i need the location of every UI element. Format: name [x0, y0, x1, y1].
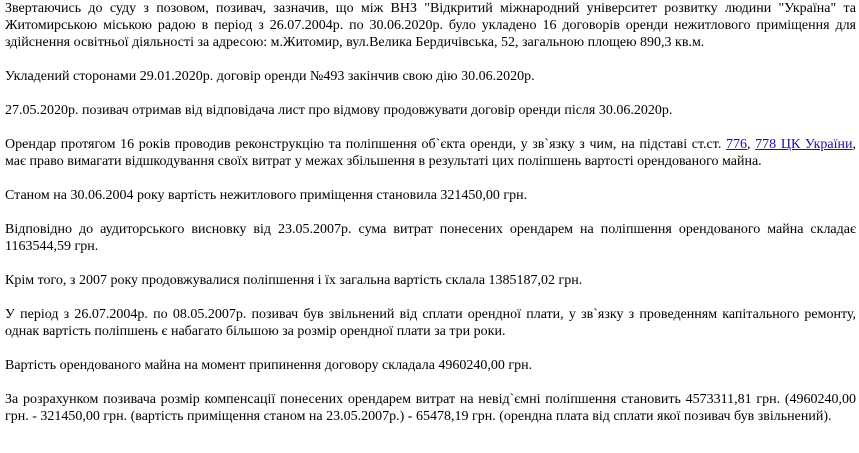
paragraph-property-value: Вартість орендованого майна на момент припинення договору складала 4960240,00 грн. — [5, 358, 533, 373]
paragraph-compensation-calc: За розрахунком позивача розмір компенсації понесених орендарем витрат на невід`ємні поліпшення становить 4573311,81 грн. (4960240,00 грн. - 321450,00 грн. (вартість приміщення станом на 23.05.2007р.) - 65478,19 грн. (орендна плата від сплати якої позивач був звільнений). — [5, 392, 856, 424]
paragraph-further-improvements: Крім того, з 2007 року продовжувалися поліпшення і їх загальна вартість склала 1385187,02 грн. — [5, 273, 583, 288]
law-article-778-link[interactable]: 778 ЦК України — [755, 137, 853, 152]
paragraph-rent-exemption: У період з 26.07.2004р. по 08.05.2007р. позивач був звільнений від сплати орендної плати, у зв`язку з проведенням капітального ремонту, однак вартість поліпшень є набагато більшою за розмір орендної плати за три роки. — [5, 307, 856, 339]
paragraph-text-after-link: , має право вимагати відшкодування своїх витрат у межах збільшення в результаті цих поліпшень вартості орендованого майна. — [5, 137, 857, 169]
paragraph-text-before-link: Орендар протягом 16 років проводив реконструкцію та поліпшення об`єкта оренди, у зв`язку з чим, на підставі ст.ст. — [5, 137, 726, 152]
paragraph-refusal-letter: 27.05.2020р. позивач отримав від відповідача лист про відмову продовжувати договір оренди після 30.06.2020р. — [5, 103, 673, 118]
law-article-776-link[interactable]: 776 — [726, 137, 747, 152]
link-separator: , — [747, 137, 756, 152]
paragraph-claim-intro: Звертаючись до суду з позовом, позивач, зазначив, що між ВНЗ "Відкритий міжнародний університет розвитку людини "Україна" та Житомирською міською радою в період з 26.07.2004р. по 30.06.2020р. було укладено 16 договорів оренди нежитлового приміщення для здійснення освітньої діяльності за адресою: м.Житомир, вул.Велика Бердичівська, 52, загальною площею 890,3 кв.м. — [5, 1, 856, 50]
document-body — [5, 0, 856, 442]
paragraph-initial-value: Станом на 30.06.2004 року вартість нежитлового приміщення становила 321450,00 грн. — [5, 188, 528, 203]
paragraph-audit-costs: Відповідно до аудиторського висновку від 23.05.2007р. сума витрат понесених орендарем на поліпшення орендованого майна складає 1163544,59 грн. — [5, 222, 856, 254]
paragraph-improvements-right — [5, 136, 856, 170]
paragraph-contract-end: Укладений сторонами 29.01.2020р. договір оренди №493 закінчив свою дію 30.06.2020р. — [5, 69, 535, 84]
